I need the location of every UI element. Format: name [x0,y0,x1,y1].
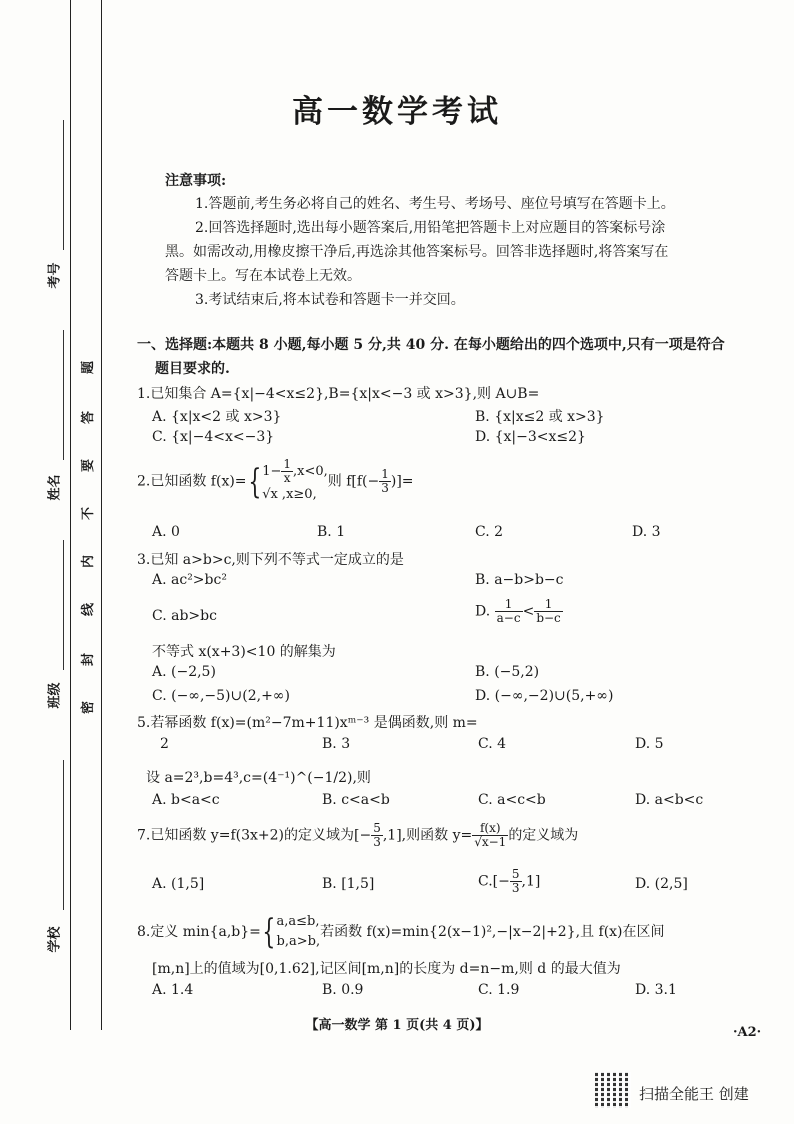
option-a: A. b<a<c [152,792,220,808]
fraction [534,598,562,625]
option-d: D. (−∞,−2)∪(5,+∞) [475,688,614,704]
option-b: B. a−b>b−c [475,572,564,588]
option-b: B. [1,5] [322,876,375,892]
option-c: C. 2 [475,524,504,540]
q8-suffix: 若函数 f(x)=min{2(x−1)²,−|x−2|+2},且 f(x)在区间 [320,924,665,940]
page-footer: 【高一数学 第 1 页(共 4 页)】 [305,1018,489,1033]
question-stem: 5.若幂函数 f(x)=(m²−7m+11)xᵐ⁻³ 是偶函数,则 m= [137,715,478,731]
section-heading: 题目要求的. [155,361,230,377]
option-a: A. (1,5] [152,876,205,892]
option-c: C. {x|−4<x<−3} [152,429,275,445]
page-title: 高一数学考试 [292,94,502,130]
seal-char: 封 [81,652,97,667]
school-underline [63,760,64,910]
q7-prefix: 7.已知函数 y=f(3x+2)的定义域为 [137,827,354,844]
numerator: 5 [373,821,381,835]
numerator: 1 [495,598,523,612]
label-school: 学校 [47,926,63,953]
option-d: D. 5 [635,736,664,752]
interval-open: [− [354,827,372,844]
interval-open: [− [492,873,510,890]
option-a: 2 [160,736,169,752]
option-b: B. 1 [317,524,346,540]
option-d: D. {x|−3<x≤2} [475,429,586,445]
notice-item: 1.答题前,考生务必将自己的姓名、考生号、考场号、座位号填写在答题卡上。 [195,196,675,212]
q7-suffix: 的定义域为 [508,827,579,844]
option-c [478,868,540,895]
relation: < [522,603,535,620]
option-d: D. 3 [632,524,661,540]
question-stem: 不等式 x(x+3)<10 的解集为 [152,644,336,660]
numerator: 1 [381,467,389,481]
fraction [379,468,391,495]
option-d: D. 3.1 [635,982,677,998]
denominator: 3 [511,881,520,895]
q8-prefix: 8.定义 min{a,b}= [137,924,261,940]
question-stem [137,912,665,952]
seal-char: 不 [81,506,97,521]
option-a: A. {x|x<2 或 x>3} [152,409,282,425]
denominator: x [283,471,291,485]
case-text: b,a>b, [276,934,321,949]
interval-close: ,1] [521,873,541,890]
qr-code-icon [595,1072,631,1108]
q2-suffix: )]= [390,473,414,490]
option-d: D. (2,5] [635,876,688,892]
option-c: C. a<c<b [478,792,546,808]
binding-line-right [101,0,102,1030]
seal-char: 内 [81,554,97,569]
q7-middle: ,1],则函数 y= [382,827,473,844]
piecewise-cases [277,912,321,952]
id-underline [63,120,64,250]
seal-char: 要 [81,458,97,473]
piecewise-cases [262,458,328,505]
option-d: D. a<b<c [635,792,704,808]
option-b: B. 3 [322,736,351,752]
option-label: D. [475,603,491,620]
question-stem-continued: [m,n]上的值域为[0,1.62],记区间[m,n]的长度为 d=n−m,则 d 的最大值为 [152,961,621,977]
notice-item: 2.回答选择题时,选出每小题答案后,用铅笔把答题卡上对应题目的答案标号涂 [195,220,666,236]
class-underline [63,540,64,670]
numerator: 5 [511,867,520,881]
denominator: √x−1 [474,835,507,849]
brace: { [247,461,261,502]
option-d [475,598,563,625]
option-c: C. 1.9 [478,982,520,998]
numerator: f(x) [472,822,508,836]
option-a: A. (−2,5) [152,664,216,680]
option-b: B. {x|x≤2 或 x>3} [475,409,605,425]
fraction [281,458,293,485]
section-heading: 一、选择题:本题共 8 小题,每小题 5 分,共 40 分. 在每小题给出的四个选项中,只有一项是符合 [137,337,725,353]
option-a: A. 1.4 [152,982,194,998]
question-stem: 1.已知集合 A={x|−4<x≤2},B={x|x<−3 或 x>3},则 A∪B= [137,386,540,402]
seal-char: 答 [81,410,97,425]
paper-code: ·A2· [733,1025,762,1040]
denominator: 3 [381,481,389,495]
question-stem [137,458,414,505]
label-class: 班级 [47,682,63,709]
option-a: A. ac²>bc² [152,572,227,588]
seal-char: 线 [81,602,97,617]
numerator: 1 [283,457,291,471]
denominator: a−c [496,611,521,625]
brace: { [262,912,276,952]
denominator: b−c [536,611,561,625]
question-stem: 3.已知 a>b>c,则下列不等式一定成立的是 [137,552,404,568]
option-c: C. (−∞,−5)∪(2,+∞) [152,688,290,704]
option-b: B. (−5,2) [475,664,540,680]
fraction [472,822,508,849]
case-text: ,x<0, [293,464,328,479]
q2-prefix: 2.已知函数 f(x)= [137,473,247,490]
option-label: C. [478,873,493,890]
name-underline [63,330,64,460]
scanner-watermark: 扫描全能王 创建 [639,1085,749,1103]
q2-suffix: 则 f[f(− [327,473,380,490]
seal-char: 题 [81,360,97,375]
notice-item: 黑。如需改动,用橡皮擦干净后,再选涂其他答案标号。回答非选择题时,将答案写在 [165,244,669,260]
notice-item: 答题卡上。写在本试卷上无效。 [165,268,361,284]
fraction [510,868,522,895]
question-stem: 设 a=2³,b=4³,c=(4⁻¹)^(−1/2),则 [146,770,371,786]
fraction [371,822,383,849]
binding-line-left [70,0,71,1030]
fraction [495,598,523,625]
seal-char: 密 [81,700,97,715]
label-name: 姓名 [47,474,63,501]
notice-heading: 注意事项: [165,173,227,189]
case-text: a,a≤b, [276,914,320,929]
option-c: C. 4 [478,736,507,752]
label-exam-number: 考号 [47,262,63,289]
case-text: 1− [262,464,282,479]
option-c: C. ab>bc [152,608,217,624]
option-a: A. 0 [152,524,180,540]
question-stem [137,822,578,849]
notice-item: 3.考试结束后,将本试卷和答题卡一并交回。 [195,292,465,308]
option-b: B. 0.9 [322,982,364,998]
numerator: 1 [534,598,562,612]
option-b: B. c<a<b [322,792,390,808]
denominator: 3 [373,835,381,849]
case-text: √x ,x≥0, [262,487,317,502]
